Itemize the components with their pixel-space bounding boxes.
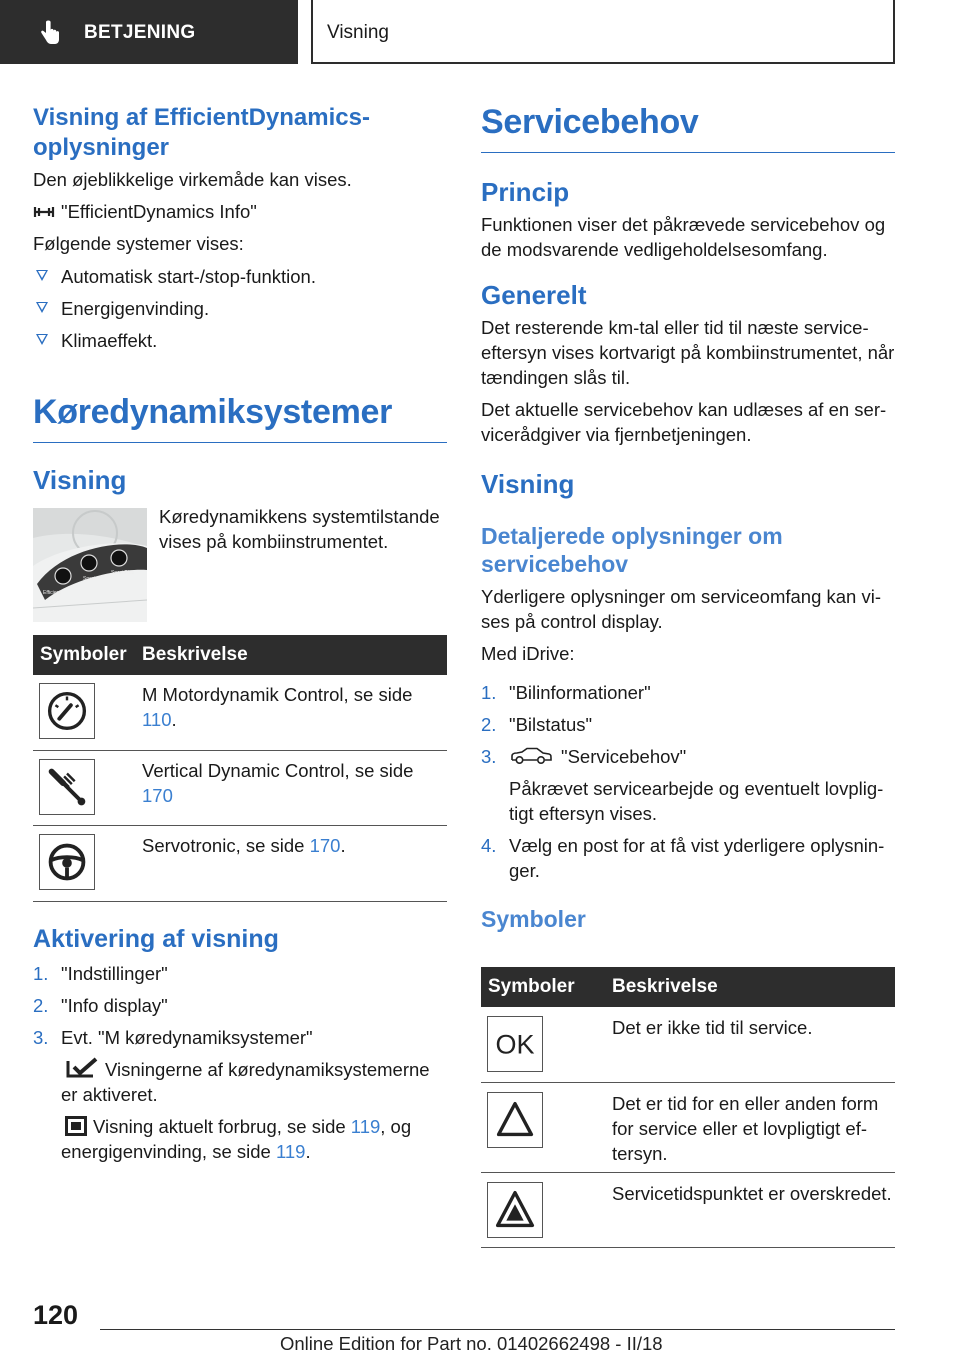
- heading-koredynamiksystemer: Køredynamiksystemer: [33, 393, 447, 443]
- checkbox-checked-icon: [65, 1057, 99, 1079]
- heading-princip: Princip: [481, 177, 570, 207]
- left-symbol-table-wrap: [33, 635, 447, 902]
- table-cell: [142, 675, 447, 750]
- idrive-steps: [481, 680, 895, 883]
- list-item-text: Energigenvinding.: [61, 298, 210, 319]
- table-cell: [33, 675, 142, 750]
- page-link[interactable]: 170: [142, 784, 173, 806]
- page-link[interactable]: 119: [275, 1141, 306, 1162]
- note-text: Visning aktuelt forbrug, se side: [93, 1116, 351, 1137]
- section-tab: [0, 0, 298, 64]
- step-text: "Servicebehov": [561, 746, 687, 767]
- efficientdynamics-icon: [33, 204, 55, 220]
- step-text: "Info display": [61, 995, 168, 1016]
- row-text: M Motordynamik Control, se side: [142, 684, 413, 705]
- table-header-row: [481, 967, 895, 1007]
- cluster-label-efficient: Efficient: [43, 590, 61, 596]
- step-text: Evt. "M køredynamiksystemer": [61, 1027, 313, 1048]
- step-number: 3.: [33, 1027, 49, 1048]
- note-activated: [61, 1057, 447, 1107]
- left-column: [33, 103, 447, 360]
- column-header: Beskrivelse: [612, 967, 895, 1007]
- list-item: [33, 328, 447, 353]
- text-cluster-caption: Køredynamikkens systemtilstande vises på kombiinstrumentet.: [159, 506, 440, 552]
- section-aktivering: [33, 925, 447, 1171]
- instrument-cluster-image: [33, 508, 147, 622]
- chapter-title: Visning: [327, 22, 389, 43]
- heading-efficientdynamics: Visning af EfficientDynamics-oplysninger: [33, 104, 370, 161]
- note-consumption: [61, 1114, 447, 1164]
- column-header: Beskrivelse: [142, 635, 447, 675]
- ok-icon-text: OK: [495, 1029, 535, 1060]
- cluster-image: [33, 508, 147, 622]
- right-symbol-table-wrap: [481, 967, 895, 1248]
- table-row: [33, 825, 447, 901]
- list-item-text: Automatisk start-/stop-funktion.: [61, 266, 316, 287]
- step-number: 2.: [481, 714, 497, 735]
- table-row: [481, 1007, 895, 1082]
- row-text-suffix: .: [340, 834, 346, 856]
- text-current-mode: Den øjeblikkelige virkemåde kan vises.: [33, 169, 352, 190]
- text-detaljer: Yderligere oplysninger om serviceomfang kan vises på control display.: [481, 586, 882, 632]
- text-idrive: Med iDrive:: [481, 643, 575, 664]
- column-header: Symboler: [481, 967, 612, 1007]
- table-header-row: [33, 635, 447, 675]
- text-generelt-1: Det resterende km-tal eller tid til næste serviceeftersyn vises kortvarigt på kombiinstrumentet, når tændingen slås til.: [481, 317, 895, 388]
- list-item: [481, 712, 895, 737]
- table-cell: [33, 750, 142, 825]
- cluster-caption: [159, 504, 444, 554]
- heading-generelt: Generelt: [481, 280, 587, 310]
- shock-absorber-icon: [39, 759, 95, 815]
- triangle-bullet-icon: [36, 334, 48, 345]
- chapter-header: [311, 0, 895, 64]
- row-text: Servicetidspunktet er overskredet.: [612, 1172, 895, 1247]
- table-cell: [481, 1082, 612, 1172]
- list-item: [481, 744, 895, 826]
- step-number: 2.: [33, 995, 49, 1016]
- steering-wheel-icon: [39, 834, 95, 890]
- footer-divider: [100, 1329, 895, 1330]
- step-number: 4.: [481, 835, 497, 856]
- list-item-text: Klimaeffekt.: [61, 330, 158, 351]
- table-cell: [33, 825, 142, 901]
- right-symbol-table: [481, 967, 895, 1248]
- menu-efficientdynamics: [33, 199, 447, 224]
- table-row: [33, 675, 447, 750]
- triangle-bullet-icon: [36, 270, 48, 281]
- car-icon: [509, 747, 553, 765]
- list-item: [33, 296, 447, 321]
- step-number: 1.: [33, 963, 49, 984]
- table-cell: [142, 750, 447, 825]
- hand-pointer-icon: [38, 20, 62, 46]
- triangle-bullet-icon: [36, 302, 48, 313]
- text-systems-shown: Følgende systemer vises:: [33, 233, 244, 254]
- list-item: [33, 993, 447, 1018]
- text-princip: Funktionen viser det påkrævede servicebehov og de modsvarende vedligeholdelsesomfang.: [481, 214, 886, 260]
- heading-visning-right: Visning: [481, 469, 575, 499]
- heading-visning-left: Visning: [33, 465, 127, 495]
- table-row: [481, 1172, 895, 1247]
- checkbox-filled-icon: [65, 1116, 87, 1136]
- list-item: [481, 833, 895, 883]
- row-text: Det er tid for en eller anden form for service eller et lovpligtigt eftersyn.: [612, 1082, 895, 1172]
- step-number: 1.: [481, 682, 497, 703]
- list-item: [481, 680, 895, 705]
- section-koredynamik: [33, 393, 447, 496]
- table-cell: [481, 1172, 612, 1247]
- page-link[interactable]: 119: [350, 1116, 381, 1137]
- list-item: [33, 1025, 447, 1164]
- ok-icon: [487, 1016, 543, 1072]
- efficientdynamics-menu-label: "EfficientDynamics Info": [61, 201, 257, 222]
- warning-triangle-filled-icon: [487, 1182, 543, 1238]
- table-cell: [142, 825, 447, 901]
- row-text: Servotronic, se side: [142, 834, 310, 856]
- page-link[interactable]: 110: [142, 709, 172, 730]
- online-edition-text: Online Edition for Part no. 01402662498 - II/18: [280, 1333, 663, 1354]
- left-symbol-table: [33, 635, 447, 902]
- step-text: "Indstillinger": [61, 963, 168, 984]
- step-text: "Bilinformationer": [509, 682, 651, 703]
- heading-symboler: Symboler: [481, 906, 586, 932]
- cluster-label-sport: Sport: [83, 576, 95, 582]
- row-text: Det er ikke tid til service.: [612, 1007, 895, 1082]
- systems-list: [33, 264, 447, 353]
- table-row: [481, 1082, 895, 1172]
- warning-triangle-outline-icon: [487, 1092, 543, 1148]
- page-link[interactable]: 170: [309, 834, 341, 856]
- step-text: Vælg en post for at få vist yderligere oplysninger.: [509, 835, 885, 881]
- row-text-suffix: .: [171, 709, 177, 730]
- table-row: [33, 750, 447, 825]
- column-header: Symboler: [33, 635, 142, 675]
- step-note: Påkrævet servicearbejde og eventuelt lovpligtigt eftersyn vises.: [509, 778, 884, 824]
- step-text: "Bilstatus": [509, 714, 593, 735]
- cluster-label-sportplus: Sport Plus: [111, 570, 135, 576]
- heading-servicebehov: Servicebehov: [481, 103, 895, 153]
- text-generelt-2: Det aktuelle servicebehov kan udlæses af en servicerådgiver via fjernbetjeningen.: [481, 399, 887, 445]
- right-column: [481, 103, 895, 933]
- section-label: BETJENING: [84, 22, 196, 43]
- note-text: Visningerne af køredynamiksystemerne er aktiveret.: [61, 1059, 430, 1105]
- note-text: .: [305, 1141, 311, 1162]
- table-cell: [481, 1007, 612, 1082]
- list-item: [33, 961, 447, 986]
- activation-steps: [33, 961, 447, 1164]
- page-number: 120: [33, 1300, 79, 1330]
- gauge-icon: [39, 683, 95, 739]
- list-item: [33, 264, 447, 289]
- heading-detaljer: Detaljerede oplysninger om servicebehov: [481, 523, 783, 577]
- heading-aktivering: Aktivering af visning: [33, 925, 279, 953]
- step-number: 3.: [481, 746, 497, 767]
- note-text: , og energigenvinding, se side: [61, 1116, 412, 1162]
- row-text: Vertical Dynamic Control, se side: [142, 759, 414, 781]
